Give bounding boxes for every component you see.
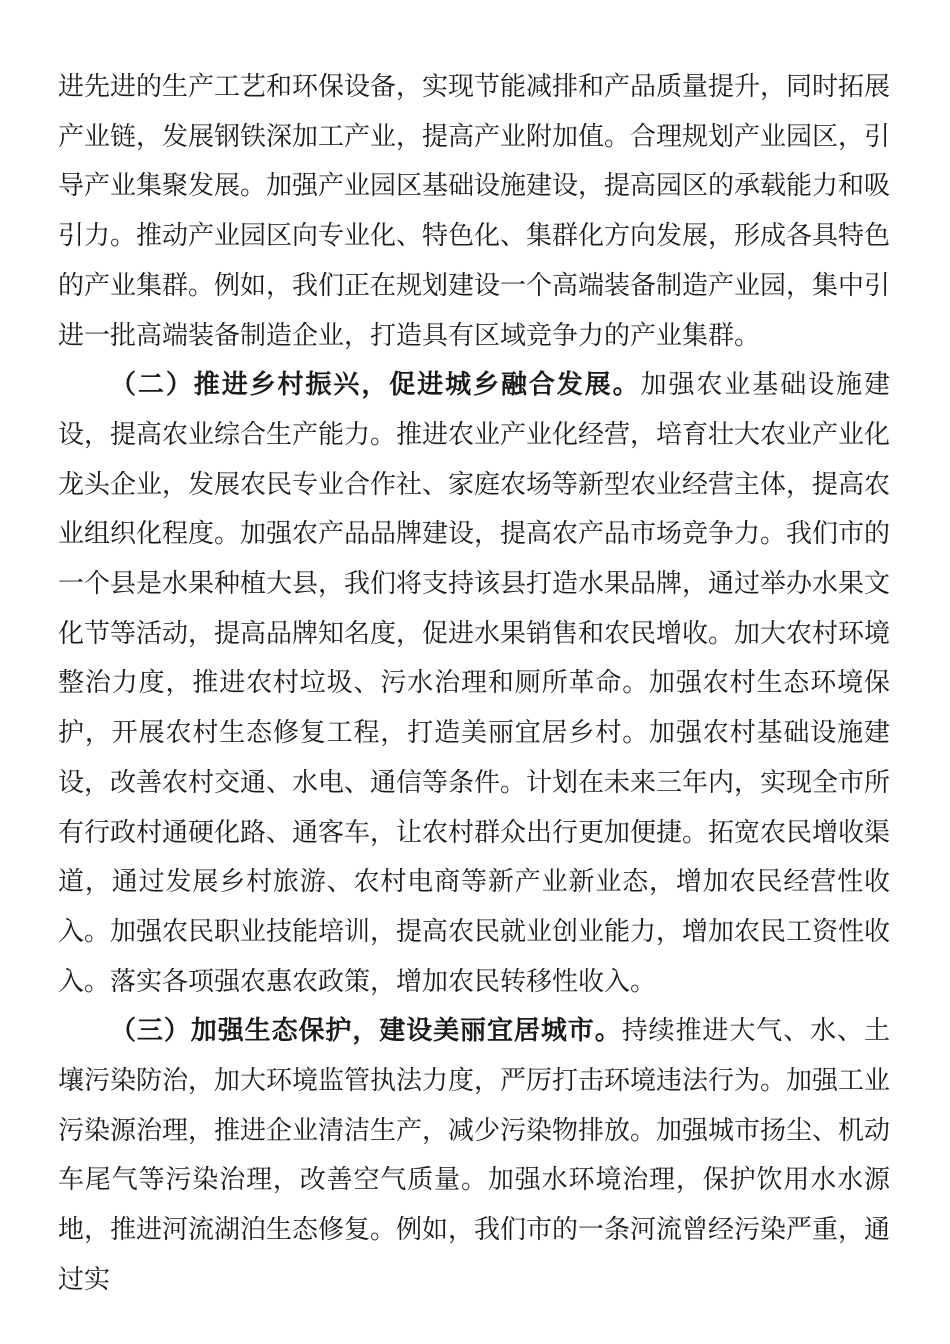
paragraph-ecological-protection (58, 1007, 890, 1305)
paragraph-industrial-park (58, 63, 890, 361)
paragraph-body: 持续推进大气、水、土壤污染防治，加大环境监管执法力度，严厉打击环境违法行为。加强工业污染源治理，推进企业清洁生产，减少污染物排放。加强城市扬尘、机动车尾气等污染治理，改善空气质量。加强水环境治理，保护饮用水水源地，推进河流湖泊生态修复。例如，我们市的一条河流曾经污染严重，通过实 (58, 1016, 891, 1295)
section-heading: （二）推进乡村振兴，促进城乡融合发展。 (110, 370, 641, 401)
paragraph-body: 进先进的生产工艺和环保设备，实现节能减排和产品质量提升，同时拓展产业链，发展钢铁深加工产业，提高产业附加值。合理规划产业园区，引导产业集聚发展。加强产业园区基础设施建设，提高园区的承载能力和吸引力。推动产业园区向专业化、特色化、集群化方向发展，形成各具特色的产业集群。例如，我们正在规划建设一个高端装备制造产业园，集中引进一批高端装备制造企业，打造具有区域竞争力的产业集群。 (58, 72, 891, 351)
paragraph-rural-revitalization (58, 361, 890, 1007)
paragraph-body: 加强农业基础设施建设，提高农业综合生产能力。推进农业产业化经营，培育壮大农业产业化龙头企业，发展农民专业合作社、家庭农场等新型农业经营主体，提高农业组织化程度。加强农产品品牌建设，提高农产品市场竞争力。我们市的一个县是水果种植大县，我们将支持该县打造水果品牌，通过举办水果文化节等活动，提高品牌知名度，促进水果销售和农民增收。加大农村环境整治力度，推进农村垃圾、污水治理和厕所革命。加强农村生态环境保护，开展农村生态修复工程，打造美丽宜居乡村。加强农村基础设施建设，改善农村交通、水电、通信等条件。计划在未来三年内，实现全市所有行政村通硬化路、通客车，让农村群众出行更加便捷。拓宽农民增收渠道，通过发展乡村旅游、农村电商等新产业新业态，增加农民经营性收入。加强农民职业技能培训，提高农民就业创业能力，增加农民工资性收入。落实各项强农惠农政策，增加农民转移性收入。 (58, 370, 891, 997)
document-page (58, 63, 890, 1306)
section-heading: （三）加强生态保护，建设美丽宜居城市。 (110, 1016, 622, 1047)
